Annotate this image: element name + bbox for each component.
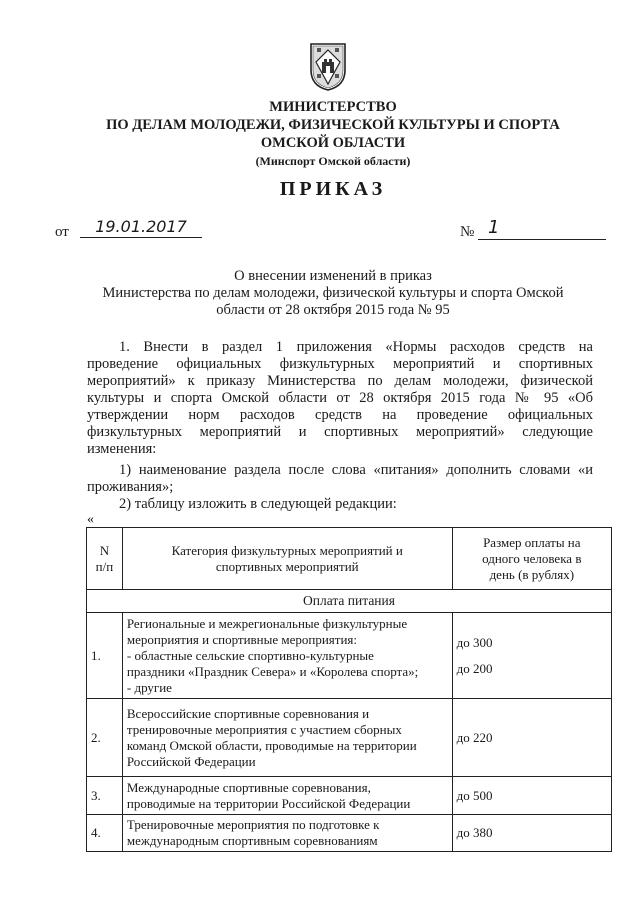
row-payment-value: до 500 bbox=[452, 777, 611, 815]
row-category: Тренировочные мероприятия по подготовке к международным спортивным соревнованиям bbox=[122, 815, 452, 852]
body-text-line: проведение официальных физкультурных мероприятий и спортивных bbox=[87, 356, 593, 372]
row-payment-value: до 380 bbox=[452, 815, 611, 852]
body-text-line: 1. Внести в раздел 1 приложения «Нормы расходов средств на bbox=[119, 339, 593, 355]
document-type-title: ПРИКАЗ bbox=[279, 178, 387, 200]
subject-line: области от 28 октября 2015 года № 95 bbox=[216, 302, 450, 318]
table-row bbox=[87, 777, 612, 815]
ministry-short-name: (Минспорт Омской области) bbox=[255, 154, 411, 168]
row-payment-value: до 200 bbox=[456, 660, 493, 676]
body-text-line: 1) наименование раздела после слова «питания» дополнить словами «и bbox=[119, 462, 593, 478]
row-payment bbox=[452, 613, 611, 699]
row-category: Региональные и межрегиональные физкультурные мероприятия и спортивные мероприятия: - областные сельские спортивно-культурные праздники «Праздник Севера» и «Королева спорта»; - другие bbox=[122, 613, 452, 699]
opening-quote-mark: « bbox=[87, 512, 94, 527]
norms-table bbox=[86, 527, 612, 852]
row-payment-value: до 220 bbox=[452, 699, 611, 777]
body-text-line: 2) таблицу изложить в следующей редакции: bbox=[119, 496, 397, 512]
number-label: № bbox=[460, 224, 475, 240]
table-row bbox=[87, 699, 612, 777]
body-text-line: мероприятий» к приказу Министерства по делам молодежи, физической bbox=[87, 373, 593, 389]
row-number: 1. bbox=[87, 613, 123, 699]
header-number bbox=[87, 528, 123, 590]
table-row bbox=[87, 613, 612, 699]
row-number: 2. bbox=[87, 699, 123, 777]
section-title: Оплата питания bbox=[87, 590, 612, 613]
row-category: Международные спортивные соревнования, проводимые на территории Российской Федерации bbox=[122, 777, 452, 815]
row-number: 4. bbox=[87, 815, 123, 852]
header-category bbox=[122, 528, 452, 590]
header-payment bbox=[452, 528, 611, 590]
table-header-row bbox=[87, 528, 612, 590]
body-text-line: утверждении норм расходов средств на проведение официальных bbox=[87, 407, 593, 423]
section-row bbox=[87, 590, 612, 613]
body-text-line: изменения: bbox=[87, 441, 157, 457]
header-category-text: Категория физкультурных мероприятий и спортивных мероприятий bbox=[171, 542, 403, 574]
row-number: 3. bbox=[87, 777, 123, 815]
row-category: Всероссийские спортивные соревнования и тренировочные мероприятия с участием сборных команд Омской области, проводимые на территории Российской Федерации bbox=[122, 699, 452, 777]
omsk-coat-of-arms-icon bbox=[307, 40, 349, 92]
body-text-line: физкультурных мероприятий и спортивных мероприятий» следующие bbox=[87, 424, 593, 440]
subject-line: Министерства по делам молодежи, физической культуры и спорта Омской bbox=[102, 285, 564, 301]
header-payment-text: Размер оплаты на одного человека в день (в рублях) bbox=[482, 534, 582, 582]
body-text-line: культуры и спорта Омской области от 28 октября 2015 года № 95 «Об bbox=[87, 390, 593, 406]
ministry-title-line2: ПО ДЕЛАМ МОЛОДЕЖИ, ФИЗИЧЕСКОЙ КУЛЬТУРЫ И СПОРТА bbox=[106, 117, 560, 133]
ministry-title-line1: МИНИСТЕРСТВО bbox=[269, 99, 397, 115]
header-number-text: N п/п bbox=[95, 542, 114, 574]
handwritten-number: 1 bbox=[478, 217, 606, 240]
table-row bbox=[87, 815, 612, 852]
date-label: от bbox=[55, 224, 69, 240]
handwritten-date: 19.01.2017 bbox=[80, 217, 202, 238]
body-text-line: проживания»; bbox=[87, 479, 174, 495]
row-payment-value: до 300 bbox=[456, 634, 493, 650]
ministry-title-line3: ОМСКОЙ ОБЛАСТИ bbox=[260, 135, 406, 151]
subject-line: О внесении изменений в приказ bbox=[234, 268, 432, 284]
